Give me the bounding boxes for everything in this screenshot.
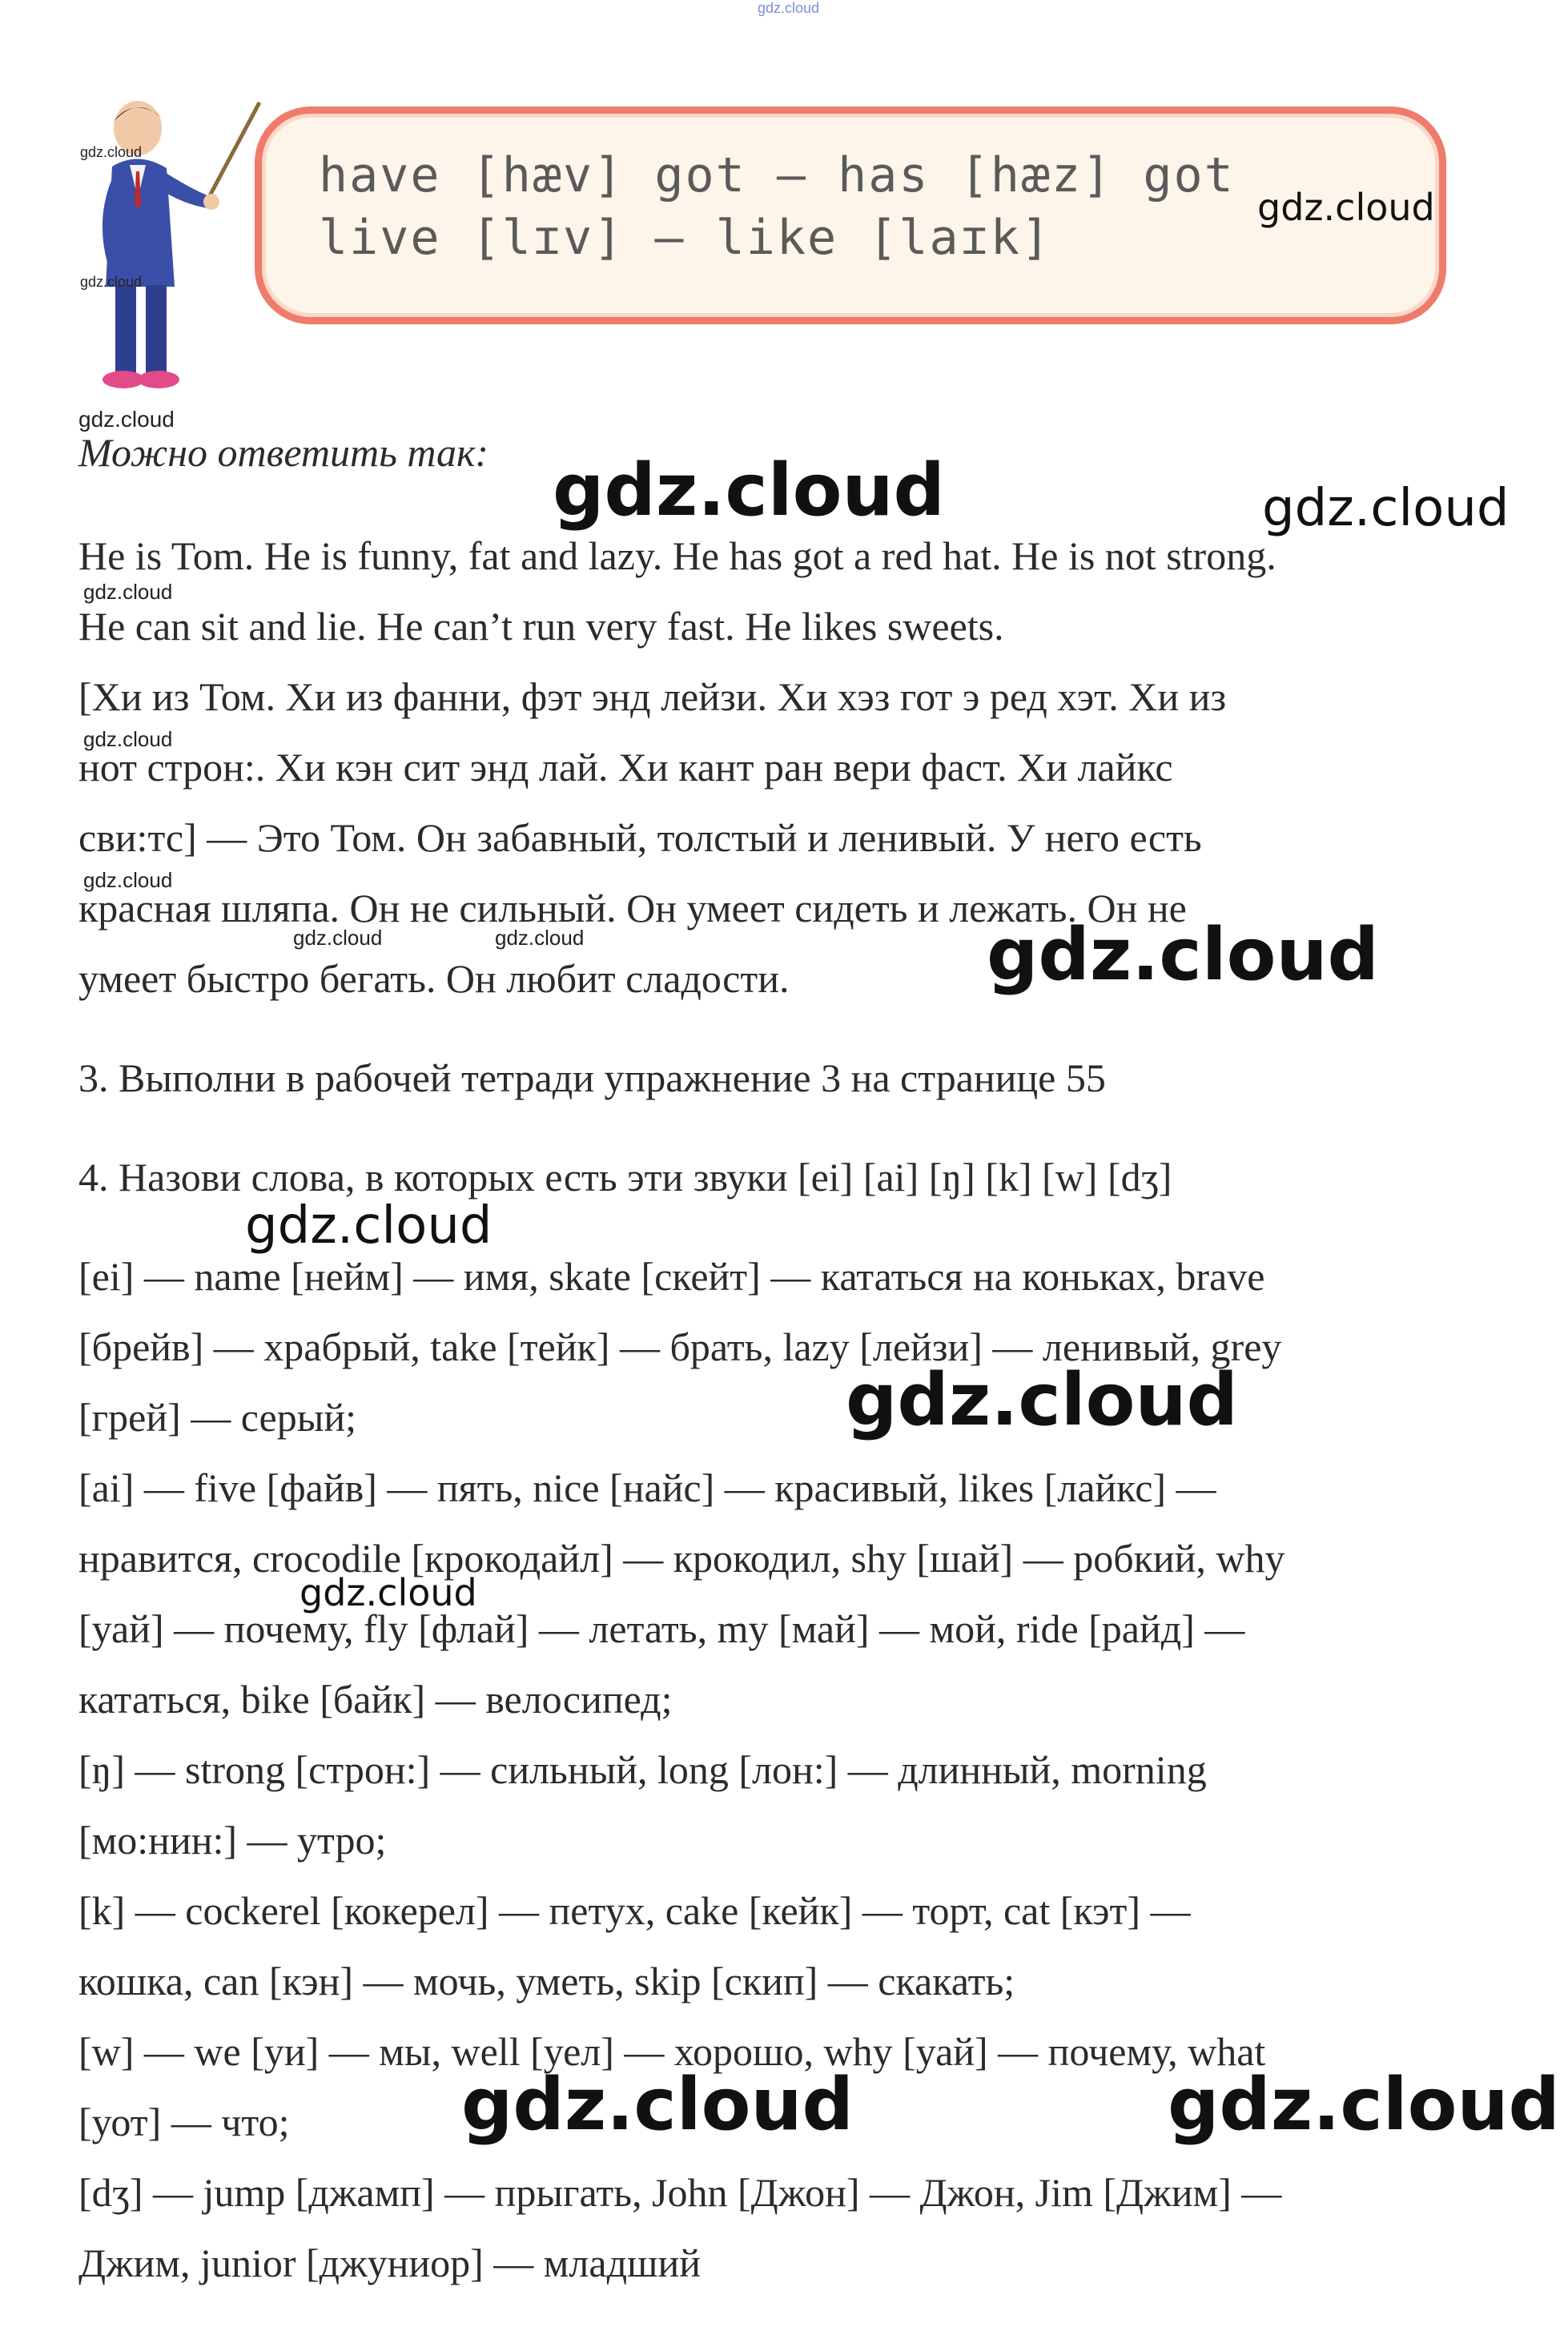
answer-line-5: сви:тс] — Это Том. Он забавный, толстый и ленивый. У него есть (78, 815, 1202, 860)
watermark-large-5: gdz.cloud (846, 1358, 1238, 1442)
watermark-large-3: gdz.cloud (987, 913, 1379, 997)
answer-heading: Можно ответить так: (78, 430, 489, 475)
task-4-line-2: [брейв] — храбрый, take [тейк] — брать, lazy [лейзи] — ленивый, grey (78, 1324, 1282, 1369)
rule-line-1: have [hæv] got – has [hæz] got (319, 147, 1235, 203)
task-4-line-12: [w] — we [уи] — мы, well [уел] — хорошо, why [уай] — почему, what (78, 2029, 1266, 2074)
answer-line-7: умеет быстро бегать. Он любит сладости. (78, 956, 790, 1001)
answer-line-6: красная шляпа. Он не сильный. Он умеет сидеть и лежать. Он не (78, 886, 1187, 930)
answer-line-4: нот строн:. Хи кэн сит энд лай. Хи кант ран вери фаст. Хи лайкс (78, 745, 1173, 790)
answer-line-2: He can sit and lie. He can’t run very fast. He likes sweets. (78, 604, 1004, 649)
teacher-illustration (74, 94, 274, 399)
answer-line-3: [Хи из Том. Хи из фанни, фэт энд лейзи. Хи хэз гот э ред хэт. Хи из (78, 674, 1227, 719)
teacher-watermark-1: gdz.cloud (80, 144, 143, 160)
task-4-line-4: [ai] — five [файв] — пять, nice [найс] — красивый, likes [лайкс] — (78, 1465, 1216, 1510)
watermark-large-1: gdz.cloud (553, 448, 945, 533)
answer-line-1: He is Tom. He is funny, fat and lazy. He has got a red hat. He is not strong. (78, 533, 1277, 578)
task-4-line-1: [ei] — name [нейм] — имя, skate [скейт] — кататься на коньках, brave (78, 1254, 1265, 1299)
answer-watermark: gdz.cloud (78, 407, 175, 432)
task-4-line-6: [уай] — почему, fly [флай] — летать, my [май] — мой, ride [райд] — (78, 1606, 1245, 1651)
answer-watermark-6: gdz.cloud (495, 926, 585, 950)
rule-line-2: live [lɪv] – like [laɪk] (319, 210, 1051, 266)
task-4-line-13: [уот] — что; (78, 2100, 290, 2144)
task-4-line-7: кататься, bike [байк] — велосипед; (78, 1677, 673, 1722)
task-4-line-14: [dʒ] — jump [джамп] — прыгать, John [Джон] — Джон, Jim [Джим] — (78, 2170, 1282, 2215)
watermark-large-7: gdz.cloud (461, 2063, 854, 2147)
answer-watermark-2: gdz.cloud (83, 580, 173, 604)
watermark-large-8: gdz.cloud (1168, 2063, 1560, 2147)
top-watermark: gdz.cloud (758, 0, 820, 16)
watermark-large-4: gdz.cloud (245, 1196, 493, 1256)
answer-watermark-4: gdz.cloud (83, 868, 173, 892)
task-4-line-11: кошка, can [кэн] — мочь, уметь, skip [скип] — скакать; (78, 1959, 1015, 2003)
rule-box-watermark: gdz.cloud (1257, 186, 1435, 229)
watermark-medium-6: gdz.cloud (300, 1571, 477, 1614)
task-4-title: 4. Назови слова, в которых есть эти звуки [ei] [ai] [ŋ] [k] [w] [dʒ] (78, 1155, 1172, 1200)
task-3: 3. Выполни в рабочей тетради упражнение 3 на странице 55 (78, 1055, 1106, 1100)
teacher-watermark-2: gdz.cloud (80, 274, 143, 290)
watermark-large-2: gdz.cloud (1262, 479, 1510, 538)
task-4-line-3: [грей] — серый; (78, 1395, 356, 1440)
answer-watermark-3: gdz.cloud (83, 727, 173, 751)
answer-watermark-5: gdz.cloud (293, 926, 383, 950)
task-4-line-5: нравится, crocodile [крокодайл] — крокодил, shy [шай] — робкий, why (78, 1536, 1285, 1581)
task-4-line-15: Джим, junior [джуниор] — младший (78, 2241, 702, 2285)
task-4-line-10: [k] — cockerel [кокерел] — петух, cake [кейк] — торт, cat [кэт] — (78, 1888, 1191, 1933)
task-4-line-8: [ŋ] — strong [строн:] — сильный, long [лон:] — длинный, morning (78, 1747, 1207, 1792)
task-4-line-9: [мо:нин:] — утро; (78, 1818, 387, 1863)
